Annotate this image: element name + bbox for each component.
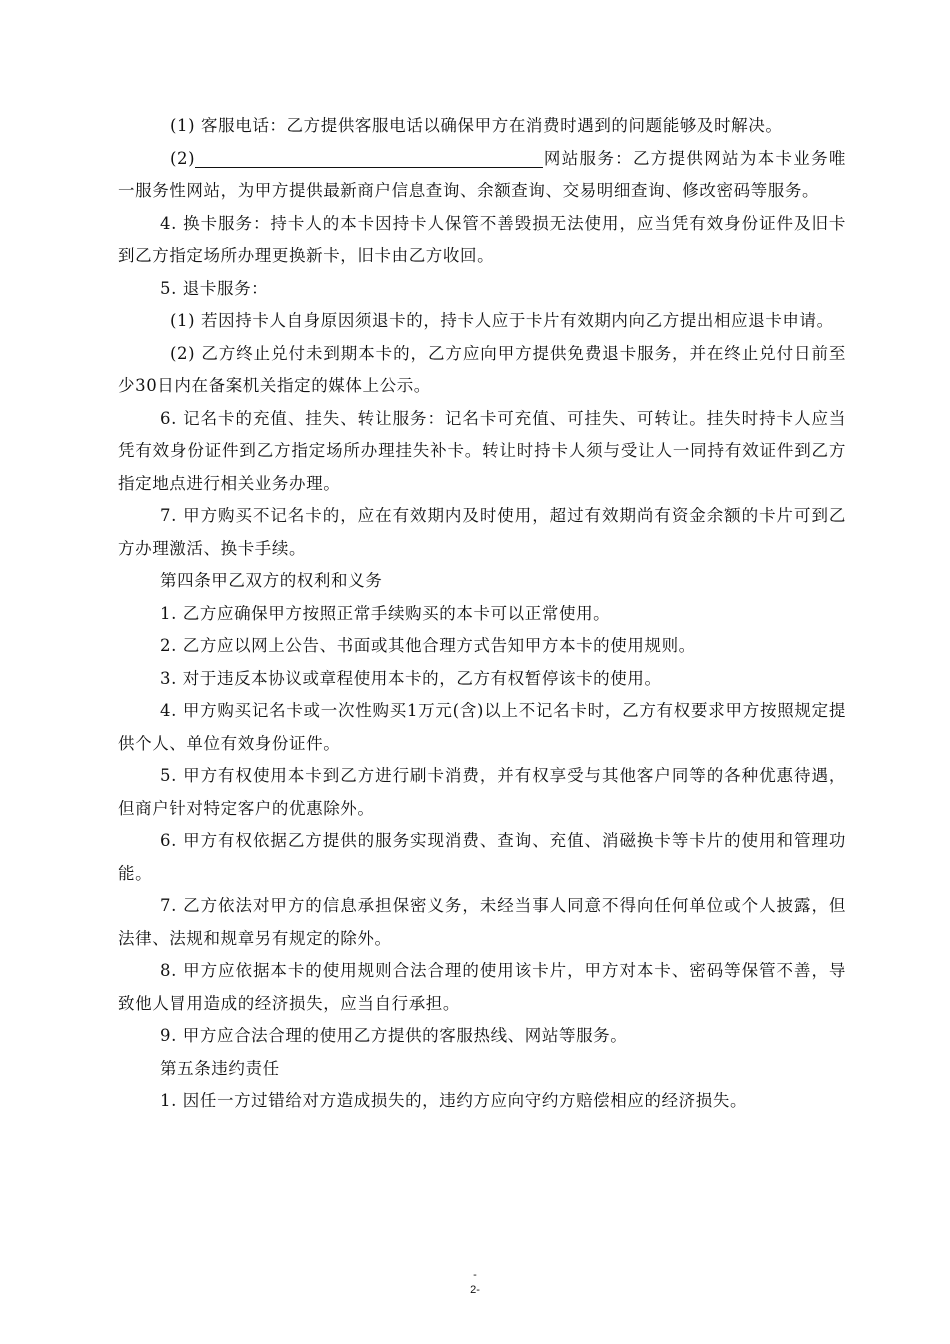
paragraph-hotline: (1) 客服电话：乙方提供客服电话以确保甲方在消费时遇到的问题能够及时解决。 [170, 116, 783, 135]
clause-item: 1. 因任一方过错给对方造成损失的，违约方应向守约方赔偿相应的经济损失。 [160, 1091, 748, 1110]
clause-item: 3. 对于违反本协议或章程使用本卡的，乙方有权暂停该卡的使用。 [160, 668, 662, 688]
website-service-text: 网站服务：乙方提供网站为本卡业务唯一服务性网站，为甲方提供最新商户信息查询、余额查询、交易明细查询、修改密码等服务。 [118, 148, 846, 200]
section-heading-rights: 第四条甲乙双方的权利和义务 [160, 571, 383, 590]
clause-item: 6. 甲方有权依据乙方提供的服务实现消费、查询、充值、消磁换卡等卡片的使用和管理功能。 [118, 831, 846, 883]
paragraph-named-card-services: 6. 记名卡的充值、挂失、转让服务：记名卡可充值、可挂失、可转让。挂失时持卡人应当凭有效身份证件到乙方指定场所办理挂失补卡。转让时持卡人须与受让人一同持有效证件到乙方指定地点进行相关业务办理。 [118, 408, 846, 493]
clause-item: 1. 乙方应确保甲方按照正常手续购买的本卡可以正常使用。 [160, 603, 611, 623]
page-number: 2- [470, 1284, 480, 1296]
paragraph-website-service [118, 143, 846, 208]
clause-item: 7. 乙方依法对甲方的信息承担保密义务，未经当事人同意不得向任何单位或个人披露，但法律、法规和规章另有规定的除外。 [118, 896, 846, 948]
section-heading-liability: 第五条违约责任 [160, 1058, 280, 1078]
footer-dash: - [473, 1269, 477, 1281]
clause-item: 2. 乙方应以网上公告、书面或其他合理方式告知甲方本卡的使用规则。 [160, 636, 696, 655]
item-prefix: (2) [170, 148, 196, 168]
paragraph-anonymous-card: 7. 甲方购买不记名卡的，应在有效期内及时使用，超过有效期尚有资金余额的卡片可到乙方办理激活、换卡手续。 [118, 506, 846, 558]
clause-item: 4. 甲方购买记名卡或一次性购买1万元(含)以上不记名卡时，乙方有权要求甲方按照规定提供个人、单位有效身份证件。 [118, 701, 846, 753]
paragraph-card-replacement: 4. 换卡服务：持卡人的本卡因持卡人保管不善毁损无法使用，应当凭有效身份证件及旧卡到乙方指定场所办理更换新卡，旧卡由乙方收回。 [118, 213, 846, 265]
paragraph-refund-termination: (2) 乙方终止兑付未到期本卡的，乙方应向甲方提供免费退卡服务，并在终止兑付日前至少30日内在备案机关指定的媒体上公示。 [118, 343, 846, 395]
fill-in-blank-line [195, 147, 543, 168]
paragraph-refund-personal: (1) 若因持卡人自身原因须退卡的，持卡人应于卡片有效期内向乙方提出相应退卡申请。 [170, 311, 834, 330]
clause-item: 9. 甲方应合法合理的使用乙方提供的客服热线、网站等服务。 [160, 1026, 628, 1045]
clause-item: 5. 甲方有权使用本卡到乙方进行刷卡消费，并有权享受与其他客户同等的各种优惠待遇，但商户针对特定客户的优惠除外。 [118, 766, 846, 818]
document-body [118, 110, 846, 1118]
clause-item: 8. 甲方应依据本卡的使用规则合法合理的使用该卡片，甲方对本卡、密码等保管不善，导致他人冒用造成的经济损失，应当自行承担。 [118, 961, 846, 1013]
paragraph-card-refund: 5. 退卡服务： [160, 278, 269, 298]
